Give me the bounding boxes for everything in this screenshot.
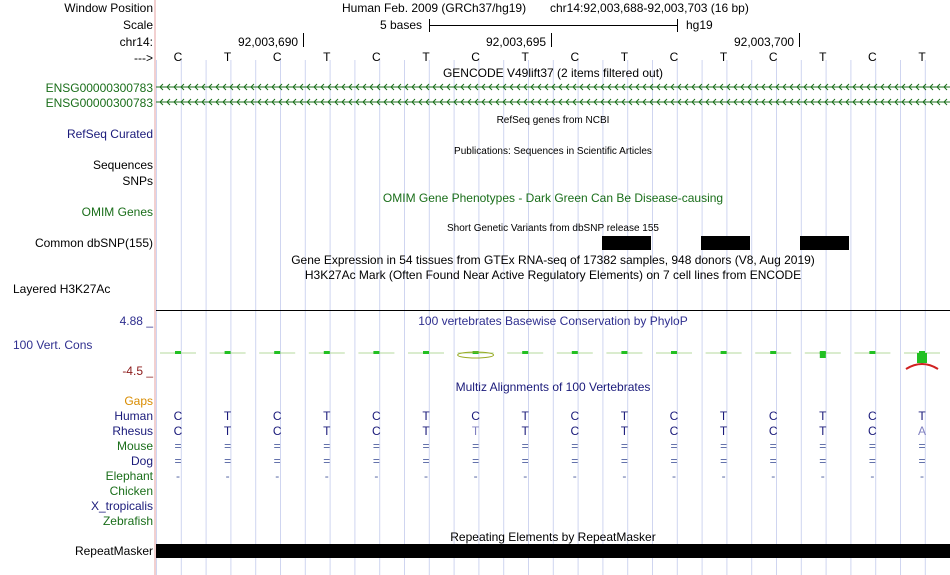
species-label[interactable]: Human xyxy=(114,409,153,423)
window-position-label: Window Position xyxy=(64,1,153,15)
alignment-base: C xyxy=(173,424,183,438)
base-letter: T xyxy=(819,50,827,64)
alignment-base: = xyxy=(868,439,876,453)
scale-label: Scale xyxy=(122,18,153,32)
species-label[interactable]: Dog xyxy=(130,454,153,468)
alignment-base: = xyxy=(769,454,777,468)
omim-track-label[interactable]: OMIM Genes xyxy=(81,205,153,219)
alignment-base: T xyxy=(819,409,827,423)
alignment-base: - xyxy=(374,469,379,483)
dbsnp-track-title: Short Genetic Variants from dbSNP release 155 xyxy=(447,223,659,234)
alignment-base: = xyxy=(521,454,529,468)
species-label[interactable]: Mouse xyxy=(116,439,153,453)
alignment-base: - xyxy=(225,469,230,483)
alignment-base: - xyxy=(820,469,825,483)
gencode-transcript-label[interactable]: ENSG00000300783 xyxy=(45,96,153,110)
alignment-base: - xyxy=(275,469,280,483)
conservation-bar xyxy=(324,351,330,354)
conservation-bar xyxy=(274,351,280,354)
alignment-base: = xyxy=(720,439,728,453)
alignment-base: = xyxy=(422,454,430,468)
species-label[interactable]: X_tropicalis xyxy=(90,499,153,513)
alignment-base: T xyxy=(521,424,529,438)
conservation-bar xyxy=(917,353,927,363)
alignment-base: T xyxy=(471,424,480,438)
alignment-base: T xyxy=(918,409,926,423)
alignment-base: = xyxy=(670,454,678,468)
base-letter: T xyxy=(521,50,529,64)
alignment-base: = xyxy=(819,454,827,468)
base-letter: C xyxy=(471,50,480,64)
alignment-base: C xyxy=(669,409,679,423)
alignment-base: = xyxy=(620,439,628,453)
base-letter: C xyxy=(570,50,580,64)
chrom-label: chr14: xyxy=(119,35,153,49)
publications-track-title: Publications: Sequences in Scientific Articles xyxy=(454,146,652,157)
scale-text: 5 bases xyxy=(380,18,423,32)
alignment-base: C xyxy=(372,424,381,438)
alignment-base: = xyxy=(323,454,331,468)
base-letter: T xyxy=(323,50,331,64)
alignment-base: C xyxy=(868,424,877,438)
repeatmasker-element-bar[interactable] xyxy=(156,544,950,558)
alignment-base: = xyxy=(323,439,331,453)
conservation-bar xyxy=(820,352,826,358)
conservation-bar xyxy=(721,351,727,354)
alignment-base: C xyxy=(669,424,679,438)
alignment-base: - xyxy=(572,469,577,483)
alignment-base: = xyxy=(571,454,579,468)
gencode-track-title: GENCODE V49lift37 (2 items filtered out) xyxy=(442,66,664,80)
species-label[interactable]: Zebrafish xyxy=(102,514,153,528)
alignment-base: C xyxy=(471,409,480,423)
base-letter: C xyxy=(372,50,381,64)
alignment-base: = xyxy=(670,439,678,453)
alignment-base: - xyxy=(473,469,478,483)
alignment-base: T xyxy=(223,409,232,423)
conservation-bar xyxy=(869,351,875,354)
h3k27ac-track-title: H3K27Ac Mark (Often Found Near Active Regulatory Elements) on 7 cell lines from ENCODE xyxy=(304,268,802,282)
base-letter: T xyxy=(422,50,430,64)
alignment-base: C xyxy=(868,409,877,423)
conservation-track-label[interactable]: 100 Vert. Cons xyxy=(13,338,93,352)
assembly-text: Human Feb. 2009 (GRCh37/hg19) xyxy=(342,1,527,15)
coord-label: 92,003,690 xyxy=(238,35,299,49)
dbsnp-variant-block[interactable] xyxy=(602,236,651,250)
conservation-negative-mark xyxy=(906,364,938,369)
alignment-base: T xyxy=(223,424,232,438)
conservation-bar xyxy=(175,351,181,354)
conservation-wiggle-plot[interactable] xyxy=(156,345,950,373)
base-letter: T xyxy=(620,50,629,64)
dbsnp-variant-block[interactable] xyxy=(701,236,750,250)
alignment-base: = xyxy=(174,439,182,453)
species-label[interactable]: Rhesus xyxy=(112,424,153,438)
coord-label: 92,003,695 xyxy=(486,35,547,49)
alignment-base: - xyxy=(622,469,627,483)
conservation-bar xyxy=(572,351,578,354)
alignment-base: - xyxy=(870,469,875,483)
alignment-base: T xyxy=(719,409,728,423)
h3k27ac-baseline xyxy=(156,310,950,311)
alignment-base: C xyxy=(272,409,282,423)
snps-track-label[interactable]: SNPs xyxy=(122,174,153,188)
alignment-base: = xyxy=(273,454,281,468)
position-text: chr14:92,003,688-92,003,703 (16 bp) xyxy=(550,1,749,15)
alignment-base: = xyxy=(174,454,182,468)
gencode-transcript-features[interactable] xyxy=(156,82,950,110)
alignment-base: C xyxy=(768,424,778,438)
alignment-base: T xyxy=(422,409,430,423)
alignment-base: T xyxy=(819,424,827,438)
alignment-base: - xyxy=(424,469,428,483)
omim-track-title: OMIM Gene Phenotypes - Dark Green Can Be Disease-causing xyxy=(382,191,724,205)
multiz-track-title: Multiz Alignments of 100 Vertebrates xyxy=(455,380,651,394)
alignment-base: - xyxy=(771,469,776,483)
refseq-track-title: RefSeq genes from NCBI xyxy=(496,115,610,126)
alignment-base: T xyxy=(521,409,529,423)
alignment-base: = xyxy=(224,439,232,453)
strand-arrow-label: ---> xyxy=(134,51,153,65)
alignment-base: - xyxy=(176,469,180,483)
alignment-base: = xyxy=(571,439,579,453)
publications-track-label[interactable]: Sequences xyxy=(92,158,153,172)
alignment-base: = xyxy=(472,439,480,453)
repeatmasker-track-label[interactable]: RepeatMasker xyxy=(74,544,153,558)
alignment-base: T xyxy=(323,424,331,438)
conservation-bar xyxy=(522,351,528,354)
gaps-label[interactable]: Gaps xyxy=(124,394,153,408)
alignment-base: - xyxy=(672,469,676,483)
alignment-base: C xyxy=(173,409,183,423)
alignment-base: = xyxy=(769,439,777,453)
base-letter: C xyxy=(768,50,778,64)
base-letter: T xyxy=(223,50,232,64)
coord-tick xyxy=(551,33,552,47)
alignment-base: = xyxy=(372,454,380,468)
alignment-base: C xyxy=(570,409,580,423)
alignment-base: = xyxy=(273,439,281,453)
dbsnp-variant-block[interactable] xyxy=(800,236,849,250)
base-letter: C xyxy=(868,50,877,64)
alignment-base: T xyxy=(620,424,629,438)
alignment-base: = xyxy=(422,439,430,453)
base-letter: C xyxy=(669,50,679,64)
conservation-bar xyxy=(225,351,231,354)
alignment-base: T xyxy=(719,424,728,438)
scale-db: hg19 xyxy=(686,18,713,32)
conservation-min-label: -4.5 _ xyxy=(122,364,153,378)
alignment-base: - xyxy=(920,469,924,483)
coord-tick xyxy=(799,33,800,47)
alignment-base: = xyxy=(521,439,529,453)
repeatmasker-track-title: Repeating Elements by RepeatMasker xyxy=(450,530,656,544)
alignment-base: = xyxy=(224,454,232,468)
alignment-base: = xyxy=(918,439,926,453)
alignment-base: C xyxy=(570,424,580,438)
species-label[interactable]: Chicken xyxy=(109,484,153,498)
species-label[interactable]: Elephant xyxy=(105,469,153,483)
scale-bar-left-tick xyxy=(429,19,430,32)
alignment-base: = xyxy=(620,454,628,468)
conservation-bar xyxy=(770,351,776,354)
base-letter: T xyxy=(918,50,926,64)
conservation-bar xyxy=(671,351,677,354)
conservation-track-title: 100 vertebrates Basewise Conservation by PhyloP xyxy=(418,314,688,328)
conservation-max-label: 4.88 _ xyxy=(119,314,153,328)
conservation-bar xyxy=(373,351,379,354)
alignment-base: A xyxy=(917,424,926,438)
alignment-base: - xyxy=(721,469,726,483)
alignment-base: = xyxy=(819,439,827,453)
coord-label: 92,003,700 xyxy=(734,35,795,49)
alignment-base: = xyxy=(720,454,728,468)
base-letter: T xyxy=(719,50,728,64)
alignment-base: T xyxy=(620,409,629,423)
refseq-track-label[interactable]: RefSeq Curated xyxy=(66,127,153,141)
alignment-base: = xyxy=(472,454,480,468)
conservation-bar xyxy=(423,351,429,354)
alignment-base: = xyxy=(372,439,380,453)
gtex-track-title: Gene Expression in 54 tissues from GTEx RNA-seq of 17382 samples, 948 donors (V8, Aug 2019) xyxy=(291,253,815,267)
alignment-base: T xyxy=(323,409,331,423)
scale-bar-right-tick xyxy=(677,19,678,32)
coord-tick xyxy=(303,33,304,47)
alignment-base: C xyxy=(372,409,381,423)
alignment-base: - xyxy=(523,469,528,483)
alignment-base: C xyxy=(272,424,282,438)
alignment-base: = xyxy=(868,454,876,468)
conservation-bar xyxy=(621,351,627,354)
h3k27ac-track-label[interactable]: Layered H3K27Ac xyxy=(13,282,111,296)
alignment-base: - xyxy=(324,469,329,483)
scale-bar xyxy=(429,25,677,26)
dbsnp-track-label[interactable]: Common dbSNP(155) xyxy=(34,236,153,250)
alignment-base: C xyxy=(768,409,778,423)
gencode-transcript-label[interactable]: ENSG00000300783 xyxy=(45,81,153,95)
base-letter: C xyxy=(272,50,282,64)
alignment-base: = xyxy=(918,454,926,468)
base-letter: C xyxy=(173,50,183,64)
alignment-base: T xyxy=(422,424,430,438)
